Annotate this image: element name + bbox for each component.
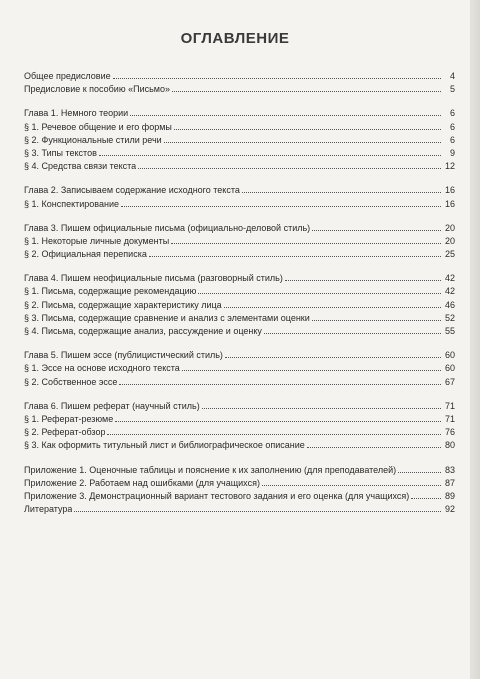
- toc-entry-page-number: 9: [449, 147, 455, 158]
- dot-leader: [264, 325, 441, 334]
- dot-leader: [312, 222, 441, 231]
- dot-leader: [198, 285, 441, 294]
- toc-entry-page-number: 6: [449, 121, 455, 132]
- toc-group: [24, 70, 455, 96]
- toc-entry-label: § 2. Реферат-обзор: [24, 427, 106, 438]
- toc-entry-label: Глава 5. Пишем эссе (публицистический стиль): [24, 350, 223, 361]
- toc-entry: [24, 503, 455, 516]
- toc-entry-page-number: 67: [444, 376, 455, 387]
- dot-leader: [113, 70, 441, 79]
- toc-entry: [24, 83, 455, 96]
- toc-group: [24, 400, 455, 453]
- toc-entry-page-number: 52: [444, 312, 455, 323]
- toc-entry-label: § 1. Конспектирование: [24, 198, 119, 209]
- toc-entry-page-number: 12: [444, 161, 455, 172]
- toc-group: [24, 222, 455, 262]
- toc-entry-label: Глава 2. Записываем содержание исходного текста: [24, 185, 240, 196]
- toc-entry-page-number: 25: [444, 249, 455, 260]
- toc-entry: [24, 184, 455, 197]
- toc-entry: [24, 299, 455, 312]
- toc-entry: [24, 121, 455, 134]
- toc-entry-page-number: 76: [444, 427, 455, 438]
- dot-leader: [312, 312, 441, 321]
- toc-entry: [24, 312, 455, 325]
- toc-entry: [24, 426, 455, 439]
- toc-entry: [24, 248, 455, 261]
- toc-entry: [24, 349, 455, 362]
- toc-entry-page-number: 42: [444, 286, 455, 297]
- toc-entry-page-number: 5: [449, 84, 455, 95]
- toc-entry: [24, 376, 455, 389]
- dot-leader: [130, 107, 441, 116]
- toc-entry: [24, 198, 455, 211]
- toc-entry: [24, 477, 455, 490]
- dot-leader: [242, 184, 441, 193]
- toc-entry-label: § 2. Письма, содержащие характеристику лица: [24, 299, 222, 310]
- toc-entry: [24, 400, 455, 413]
- toc-entry: [24, 413, 455, 426]
- toc-entry: [24, 464, 455, 477]
- toc-entry-page-number: 60: [444, 350, 455, 361]
- toc-entry-label: Общее предисловие: [24, 71, 111, 81]
- toc-entry: [24, 272, 455, 285]
- toc-entry-label: Литература: [24, 504, 73, 515]
- toc-entry-label: § 2. Собственное эссе: [24, 376, 118, 387]
- toc-group: [24, 184, 455, 210]
- toc-entry-page-number: 16: [444, 198, 455, 209]
- toc-entry-label: § 1. Некоторые личные документы: [24, 235, 170, 246]
- table-of-contents: [24, 70, 455, 527]
- toc-entry: [24, 134, 455, 147]
- toc-group: [24, 349, 455, 389]
- toc-entry-label: Глава 6. Пишем реферат (научный стиль): [24, 400, 200, 411]
- dot-leader: [182, 362, 441, 371]
- toc-entry-page-number: 83: [444, 464, 455, 475]
- toc-entry-page-number: 16: [444, 185, 455, 196]
- toc-entry-label: Глава 1. Немного теории: [24, 108, 129, 119]
- dot-leader: [121, 198, 441, 207]
- dot-leader: [307, 439, 441, 448]
- dot-leader: [115, 413, 441, 422]
- toc-entry-page-number: 89: [444, 490, 455, 501]
- dot-leader: [138, 160, 441, 169]
- toc-entry-page-number: 80: [444, 440, 455, 451]
- toc-group: [24, 272, 455, 338]
- toc-entry-page-number: 87: [444, 477, 455, 488]
- toc-entry-page-number: 6: [449, 108, 455, 119]
- toc-entry-label: § 4. Письма, содержащие анализ, рассуждение и оценку: [24, 326, 262, 336]
- toc-entry: [24, 107, 455, 120]
- toc-entry: [24, 235, 455, 248]
- dot-leader: [398, 464, 441, 473]
- toc-entry: [24, 325, 455, 338]
- toc-entry-label: § 3. Типы текстов: [24, 147, 97, 158]
- page-edge: [470, 0, 480, 679]
- toc-entry-label: Приложение 1. Оценочные таблицы и пояснение к их заполнению (для преподавателей): [24, 464, 397, 475]
- toc-entry-label: § 2. Функциональные стили речи: [24, 134, 162, 145]
- dot-leader: [174, 121, 441, 130]
- toc-entry-page-number: 71: [444, 400, 455, 411]
- toc-entry-page-number: 20: [444, 235, 455, 246]
- toc-entry-label: § 1. Реферат-резюме: [24, 413, 114, 424]
- dot-leader: [172, 83, 441, 92]
- toc-entry-label: § 2. Официальная переписка: [24, 249, 147, 260]
- dot-leader: [171, 235, 441, 244]
- toc-entry-page-number: 60: [444, 363, 455, 374]
- toc-entry-page-number: 55: [444, 326, 455, 336]
- toc-entry-label: § 3. Письма, содержащие сравнение и анализ с элементами оценки: [24, 312, 310, 323]
- toc-entry: [24, 70, 455, 83]
- toc-entry-page-number: 6: [449, 134, 455, 145]
- toc-entry: [24, 362, 455, 375]
- toc-entry: [24, 490, 455, 503]
- page-title: ОГЛАВЛЕНИЕ: [180, 30, 290, 47]
- toc-entry-label: § 1. Эссе на основе исходного текста: [24, 363, 180, 374]
- dot-leader: [107, 426, 441, 435]
- dot-leader: [202, 400, 441, 409]
- dot-leader: [285, 272, 441, 281]
- dot-leader: [149, 248, 441, 257]
- toc-entry-label: Приложение 3. Демонстрационный вариант тестового задания и его оценка (для учащихся): [24, 490, 410, 501]
- toc-group: [24, 107, 455, 173]
- toc-entry-page-number: 46: [444, 299, 455, 310]
- dot-leader: [119, 376, 441, 385]
- toc-entry: [24, 439, 455, 452]
- toc-entry-label: § 1. Речевое общение и его формы: [24, 121, 172, 132]
- toc-entry-label: Приложение 2. Работаем над ошибками (для учащихся): [24, 477, 260, 488]
- toc-entry-page-number: 92: [444, 504, 455, 515]
- toc-entry: [24, 147, 455, 160]
- dot-leader: [164, 134, 441, 143]
- dot-leader: [411, 490, 441, 499]
- toc-entry-label: Глава 3. Пишем официальные письма (официально-деловой стиль): [24, 222, 311, 233]
- toc-entry-label: Предисловие к пособию «Письмо»: [24, 84, 170, 95]
- toc-entry-page-number: 42: [444, 273, 455, 284]
- toc-entry-label: § 3. Как оформить титульный лист и библиографическое описание: [24, 440, 305, 451]
- toc-entry-label: § 4. Средства связи текста: [24, 161, 137, 172]
- toc-entry-label: § 1. Письма, содержащие рекомендацию: [24, 286, 197, 297]
- toc-entry-page-number: 20: [444, 222, 455, 233]
- toc-entry: [24, 222, 455, 235]
- toc-group: [24, 464, 455, 517]
- toc-entry-page-number: 71: [444, 413, 455, 424]
- dot-leader: [74, 503, 441, 512]
- dot-leader: [262, 477, 441, 486]
- toc-entry-page-number: 4: [449, 71, 455, 81]
- dot-leader: [99, 147, 441, 156]
- toc-entry-label: Глава 4. Пишем неофициальные письма (разговорный стиль): [24, 273, 283, 284]
- toc-entry: [24, 160, 455, 173]
- toc-entry: [24, 285, 455, 298]
- dot-leader: [224, 299, 441, 308]
- dot-leader: [225, 349, 441, 358]
